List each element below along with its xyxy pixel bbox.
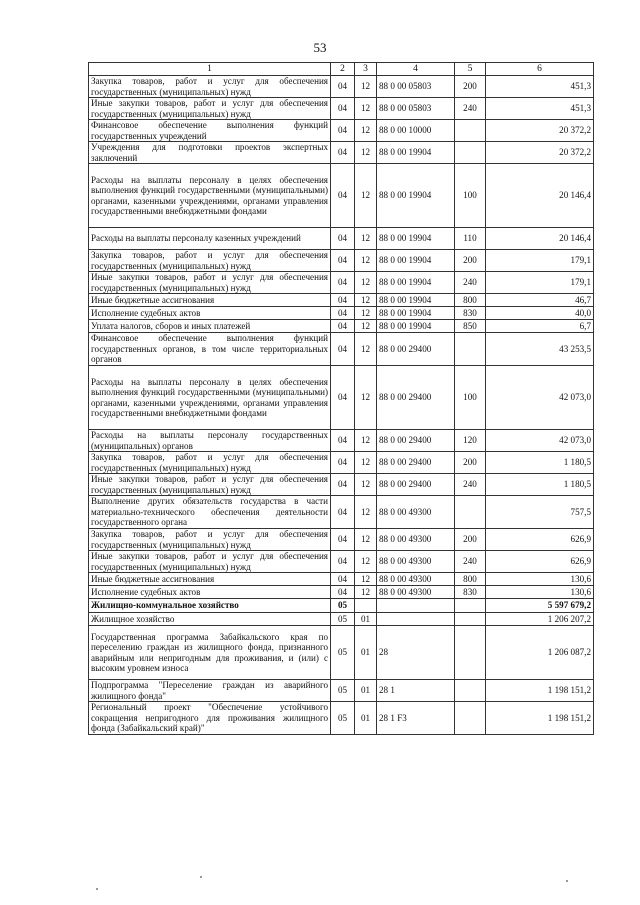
row-section-cell: 04 [331, 250, 355, 272]
column-header-subsection: 3 [355, 63, 377, 76]
row-section-cell: 04 [331, 430, 355, 452]
row-target-article-cell: 88 0 00 29400 [377, 452, 455, 474]
row-amount-cell: 40,0 [486, 307, 594, 320]
scan-speck [566, 880, 568, 882]
row-name-cell: Иные бюджетные ассигнования [89, 573, 331, 586]
table-row [89, 551, 594, 573]
row-amount-cell: 626,9 [486, 551, 594, 573]
row-target-article-cell: 88 0 00 19904 [377, 228, 455, 250]
row-name-cell: Выполнение других обязательств государства в части материально-технического обеспечения деятельности государственного органа [89, 496, 331, 529]
row-expense-type-cell: 830 [455, 586, 486, 599]
row-target-article-cell: 88 0 00 49300 [377, 573, 455, 586]
row-section-cell: 04 [331, 551, 355, 573]
row-subsection-cell: 12 [355, 120, 377, 142]
row-section-cell: 04 [331, 529, 355, 551]
row-expense-type-cell: 800 [455, 573, 486, 586]
column-header-expense-type: 5 [455, 63, 486, 76]
row-subsection-cell: 12 [355, 250, 377, 272]
table-row [89, 599, 594, 613]
table-row [89, 702, 594, 735]
table-row [89, 430, 594, 452]
row-subsection-cell: 01 [355, 680, 377, 702]
row-section-cell: 04 [331, 76, 355, 98]
row-target-article-cell: 28 1 [377, 680, 455, 702]
row-target-article-cell: 88 0 00 19904 [377, 294, 455, 307]
row-target-article-cell: 88 0 00 49300 [377, 529, 455, 551]
row-name-cell: Подпрограмма "Переселение граждан из аварийного жилищного фонда" [89, 680, 331, 702]
table-row [89, 333, 594, 366]
row-section-cell: 04 [331, 573, 355, 586]
row-target-article-cell: 88 0 00 05803 [377, 76, 455, 98]
row-name-cell: Расходы на выплаты персоналу казенных учреждений [89, 228, 331, 250]
row-name-cell: Финансовое обеспечение выполнения функций государственных органов, в том числе территориальных органов [89, 333, 331, 366]
table-row [89, 142, 594, 164]
row-name-cell: Уплата налогов, сборов и иных платежей [89, 320, 331, 333]
row-name-cell: Расходы на выплаты персоналу в целях обеспечения выполнения функций государственными (муниципальными) органами, казенными учреждениями, органами управления государственными внебюджетными фондами [89, 366, 331, 430]
row-name-cell: Закупка товаров, работ и услуг для обеспечения государственных (муниципальных) нужд [89, 250, 331, 272]
column-header-name: 1 [89, 63, 331, 76]
row-subsection-cell: 12 [355, 474, 377, 496]
row-subsection-cell: 01 [355, 626, 377, 680]
table-row [89, 529, 594, 551]
row-amount-cell: 451,3 [486, 98, 594, 120]
row-name-cell: Учреждения для подготовки проектов экспертных заключений [89, 142, 331, 164]
row-expense-type-cell: 200 [455, 76, 486, 98]
table-row [89, 452, 594, 474]
table-row [89, 496, 594, 529]
table-row [89, 228, 594, 250]
row-expense-type-cell: 850 [455, 320, 486, 333]
row-amount-cell: 20 372,2 [486, 120, 594, 142]
row-target-article-cell: 88 0 00 19904 [377, 164, 455, 228]
row-name-cell: Иные закупки товаров, работ и услуг для обеспечения государственных (муниципальных) нужд [89, 551, 331, 573]
column-header-target-article: 4 [377, 63, 455, 76]
row-name-cell: Финансовое обеспечение выполнения функций государственных учреждений [89, 120, 331, 142]
row-expense-type-cell [455, 496, 486, 529]
row-section-cell: 04 [331, 333, 355, 366]
row-subsection-cell: 12 [355, 529, 377, 551]
row-subsection-cell: 12 [355, 333, 377, 366]
row-subsection-cell: 12 [355, 320, 377, 333]
row-subsection-cell: 12 [355, 452, 377, 474]
row-expense-type-cell: 200 [455, 250, 486, 272]
row-name-cell: Иные закупки товаров, работ и услуг для обеспечения государственных (муниципальных) нужд [89, 272, 331, 294]
row-name-cell: Расходы на выплаты персоналу государственных (муниципальных) органов [89, 430, 331, 452]
table-row [89, 680, 594, 702]
row-amount-cell: 1 198 151,2 [486, 680, 594, 702]
row-name-cell: Исполнение судебных актов [89, 307, 331, 320]
scan-speck [96, 888, 98, 890]
row-amount-cell: 179,1 [486, 272, 594, 294]
row-target-article-cell: 88 0 00 29400 [377, 430, 455, 452]
budget-table [88, 62, 594, 735]
row-section-cell: 05 [331, 680, 355, 702]
row-expense-type-cell [455, 680, 486, 702]
row-section-cell: 04 [331, 452, 355, 474]
row-target-article-cell: 88 0 00 19904 [377, 320, 455, 333]
row-expense-type-cell: 120 [455, 430, 486, 452]
row-amount-cell: 20 372,2 [486, 142, 594, 164]
row-target-article-cell: 88 0 00 19904 [377, 142, 455, 164]
row-expense-type-cell: 830 [455, 307, 486, 320]
row-expense-type-cell: 100 [455, 164, 486, 228]
row-expense-type-cell [455, 626, 486, 680]
row-expense-type-cell [455, 120, 486, 142]
column-header-amount: 6 [486, 63, 594, 76]
table-row [89, 164, 594, 228]
row-section-cell: 04 [331, 120, 355, 142]
row-amount-cell: 626,9 [486, 529, 594, 551]
row-expense-type-cell: 800 [455, 294, 486, 307]
row-target-article-cell: 88 0 00 19904 [377, 250, 455, 272]
table-row [89, 98, 594, 120]
row-subsection-cell: 01 [355, 613, 377, 626]
row-expense-type-cell [455, 599, 486, 613]
row-expense-type-cell [455, 702, 486, 735]
row-expense-type-cell: 240 [455, 551, 486, 573]
row-subsection-cell: 12 [355, 366, 377, 430]
table-row [89, 366, 594, 430]
row-target-article-cell [377, 613, 455, 626]
row-target-article-cell: 88 0 00 49300 [377, 551, 455, 573]
row-name-cell: Жилищное хозяйство [89, 613, 331, 626]
row-amount-cell: 1 180,5 [486, 474, 594, 496]
row-section-cell: 04 [331, 586, 355, 599]
row-name-cell: Закупка товаров, работ и услуг для обеспечения государственных (муниципальных) нужд [89, 76, 331, 98]
row-subsection-cell: 12 [355, 294, 377, 307]
row-subsection-cell: 12 [355, 586, 377, 599]
row-target-article-cell: 88 0 00 49300 [377, 496, 455, 529]
row-section-cell: 04 [331, 142, 355, 164]
row-target-article-cell: 88 0 00 29400 [377, 474, 455, 496]
row-name-cell: Закупка товаров, работ и услуг для обеспечения государственных (муниципальных) нужд [89, 529, 331, 551]
row-section-cell: 04 [331, 228, 355, 250]
page-number: 53 [313, 40, 327, 55]
row-subsection-cell: 12 [355, 573, 377, 586]
row-section-cell: 04 [331, 496, 355, 529]
row-amount-cell: 1 180,5 [486, 452, 594, 474]
row-section-cell: 04 [331, 307, 355, 320]
row-target-article-cell: 88 0 00 29400 [377, 333, 455, 366]
row-subsection-cell: 12 [355, 307, 377, 320]
scan-speck [200, 876, 202, 878]
row-subsection-cell: 12 [355, 76, 377, 98]
table-row [89, 626, 594, 680]
row-name-cell: Закупка товаров, работ и услуг для обеспечения государственных (муниципальных) нужд [89, 452, 331, 474]
row-target-article-cell: 28 1 F3 [377, 702, 455, 735]
row-amount-cell: 1 206 207,2 [486, 613, 594, 626]
row-expense-type-cell: 200 [455, 452, 486, 474]
row-target-article-cell: 88 0 00 05803 [377, 98, 455, 120]
row-subsection-cell: 12 [355, 496, 377, 529]
row-target-article-cell [377, 599, 455, 613]
row-section-cell: 04 [331, 474, 355, 496]
row-expense-type-cell: 100 [455, 366, 486, 430]
row-target-article-cell: 88 0 00 29400 [377, 366, 455, 430]
row-expense-type-cell [455, 333, 486, 366]
row-expense-type-cell: 240 [455, 474, 486, 496]
row-name-cell: Жилищно-коммунальное хозяйство [89, 599, 331, 613]
row-expense-type-cell: 110 [455, 228, 486, 250]
row-amount-cell: 757,5 [486, 496, 594, 529]
row-section-cell: 05 [331, 599, 355, 613]
row-subsection-cell: 12 [355, 228, 377, 250]
table-row [89, 120, 594, 142]
row-amount-cell: 42 073,0 [486, 430, 594, 452]
row-subsection-cell: 12 [355, 164, 377, 228]
row-subsection-cell: 12 [355, 142, 377, 164]
table-row [89, 586, 594, 599]
row-name-cell: Иные бюджетные ассигнования [89, 294, 331, 307]
row-subsection-cell: 01 [355, 702, 377, 735]
column-header-section: 2 [331, 63, 355, 76]
row-expense-type-cell: 240 [455, 272, 486, 294]
row-name-cell: Иные закупки товаров, работ и услуг для обеспечения государственных (муниципальных) нужд [89, 98, 331, 120]
row-subsection-cell: 12 [355, 272, 377, 294]
row-expense-type-cell: 200 [455, 529, 486, 551]
table-row [89, 272, 594, 294]
row-target-article-cell: 88 0 00 19904 [377, 272, 455, 294]
row-amount-cell: 179,1 [486, 250, 594, 272]
table-row [89, 474, 594, 496]
table-row [89, 250, 594, 272]
table-row [89, 307, 594, 320]
row-amount-cell: 1 198 151,2 [486, 702, 594, 735]
row-section-cell: 04 [331, 272, 355, 294]
row-name-cell: Расходы на выплаты персоналу в целях обеспечения выполнения функций государственными (муниципальными) органами, казенными учреждениями, органами управления государственными внебюджетными фондами [89, 164, 331, 228]
row-section-cell: 04 [331, 294, 355, 307]
row-target-article-cell: 88 0 00 10000 [377, 120, 455, 142]
row-section-cell: 05 [331, 702, 355, 735]
row-section-cell: 05 [331, 613, 355, 626]
row-amount-cell: 1 206 087,2 [486, 626, 594, 680]
row-name-cell: Региональный проект "Обеспечение устойчивого сокращения непригодного для проживания жилищного фонда (Забайкальский край)" [89, 702, 331, 735]
row-target-article-cell: 88 0 00 49300 [377, 586, 455, 599]
row-subsection-cell: 12 [355, 98, 377, 120]
table-row [89, 294, 594, 307]
table-header-row [89, 63, 594, 76]
row-amount-cell: 6,7 [486, 320, 594, 333]
row-subsection-cell: 12 [355, 551, 377, 573]
row-expense-type-cell [455, 613, 486, 626]
row-target-article-cell: 28 [377, 626, 455, 680]
row-subsection-cell [355, 599, 377, 613]
row-section-cell: 04 [331, 320, 355, 333]
row-target-article-cell: 88 0 00 19904 [377, 307, 455, 320]
row-name-cell: Государственная программа Забайкальского края по переселению граждан из жилищного фонда, признанного аварийным или непригодным для проживания, и (или) с высоким уровнем износа [89, 626, 331, 680]
row-amount-cell: 130,6 [486, 573, 594, 586]
row-amount-cell: 451,3 [486, 76, 594, 98]
table-row [89, 320, 594, 333]
row-section-cell: 04 [331, 366, 355, 430]
row-amount-cell: 42 073,0 [486, 366, 594, 430]
row-expense-type-cell [455, 142, 486, 164]
row-name-cell: Исполнение судебных актов [89, 586, 331, 599]
row-expense-type-cell: 240 [455, 98, 486, 120]
row-amount-cell: 20 146,4 [486, 164, 594, 228]
row-amount-cell: 130,6 [486, 586, 594, 599]
table-row [89, 613, 594, 626]
row-amount-cell: 20 146,4 [486, 228, 594, 250]
row-amount-cell: 46,7 [486, 294, 594, 307]
row-amount-cell: 43 253,5 [486, 333, 594, 366]
table-row [89, 573, 594, 586]
row-section-cell: 05 [331, 626, 355, 680]
table-row [89, 76, 594, 98]
row-subsection-cell: 12 [355, 430, 377, 452]
row-section-cell: 04 [331, 98, 355, 120]
row-name-cell: Иные закупки товаров, работ и услуг для обеспечения государственных (муниципальных) нужд [89, 474, 331, 496]
row-amount-cell: 5 597 679,2 [486, 599, 594, 613]
row-section-cell: 04 [331, 164, 355, 228]
